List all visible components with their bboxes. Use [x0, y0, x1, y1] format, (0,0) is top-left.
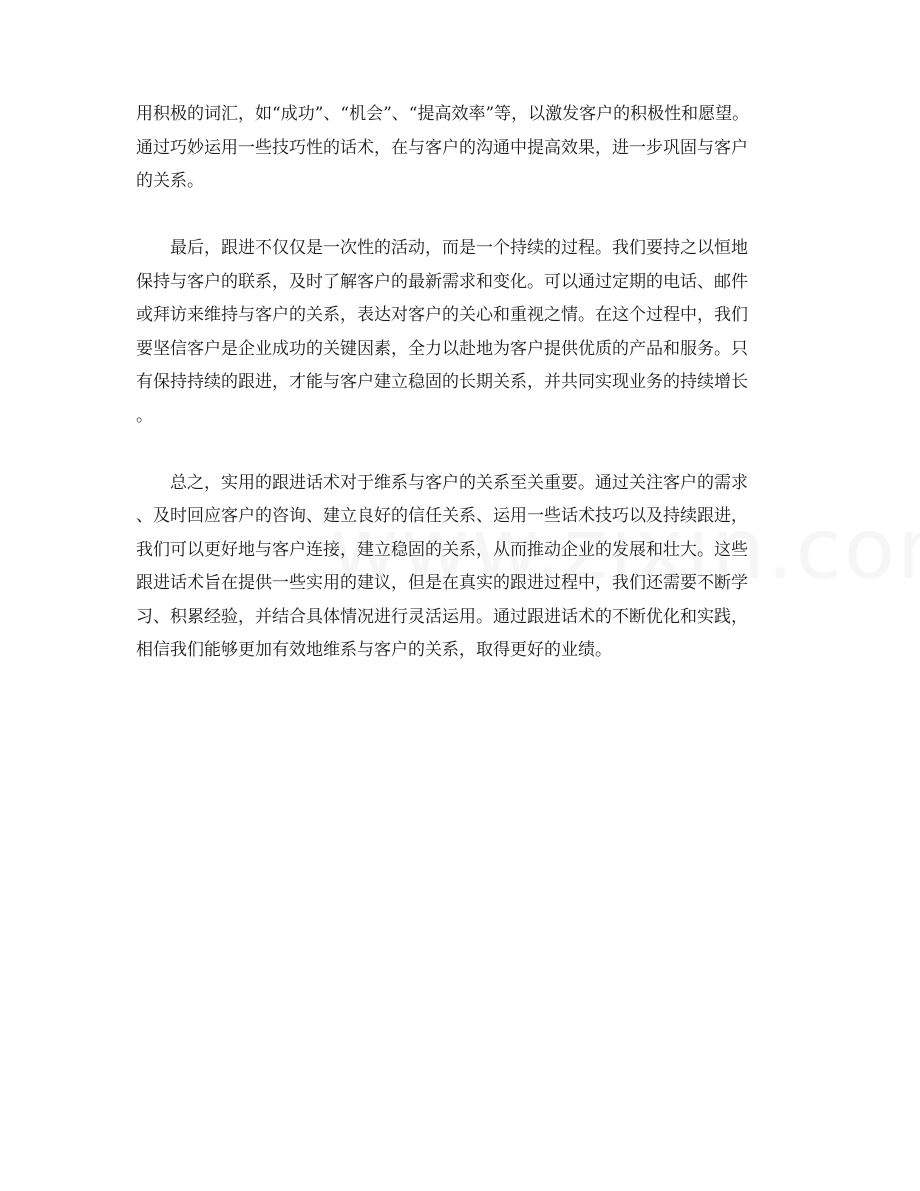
paragraph-3	[136, 467, 786, 668]
document-body	[136, 98, 786, 668]
paragraph-spacer	[136, 199, 786, 233]
text-line: 跟进话术旨在提供一些实用的建议，但是在真实的跟进过程中，我们还需要不断学	[136, 573, 748, 593]
paragraph-2	[136, 232, 786, 433]
text-line: 、及时回应客户的咨询、建立良好的信任关系、运用一些话术技巧以及持续跟进，	[136, 506, 748, 526]
text-line: 通过巧妙运用一些技巧性的话术，在与客户的沟通中提高效果，进一步巩固与客户	[136, 137, 748, 158]
text-line: 。	[136, 405, 153, 426]
text-line: 最后，跟进不仅仅是一次性的活动，而是一个持续的过程。我们要持之以恒地	[170, 238, 748, 258]
text-line: 习、积累经验，并结合具体情况进行灵活运用。通过跟进话术的不断优化和实践，	[136, 606, 748, 627]
paragraph-spacer	[136, 433, 786, 467]
text-line: 保持与客户的联系，及时了解客户的最新需求和变化。可以通过定期的电话、邮件	[136, 271, 748, 292]
text-line: 相信我们能够更加有效地维系与客户的关系，取得更好的业绩。	[136, 640, 612, 660]
text-line: 用积极的词汇，如“成功”、“机会”、“提高效率”等，以激发客户的积极性和愿望。	[136, 104, 750, 124]
text-line: 要坚信客户是企业成功的关键因素，全力以赴地为客户提供优质的产品和服务。只	[136, 338, 748, 359]
text-line: 的关系。	[136, 171, 204, 191]
text-line: 总之，实用的跟进话术对于维系与客户的关系至关重要。通过关注客户的需求	[170, 472, 748, 493]
text-line: 或拜访来维持与客户的关系，表达对客户的关心和重视之情。在这个过程中，我们	[136, 305, 748, 325]
text-line: 有保持持续的跟进，才能与客户建立稳固的长期关系，并共同实现业务的持续增长	[136, 372, 748, 392]
paragraph-1	[136, 98, 786, 199]
text-line: 我们可以更好地与客户连接，建立稳固的关系，从而推动企业的发展和壮大。这些	[136, 539, 748, 560]
